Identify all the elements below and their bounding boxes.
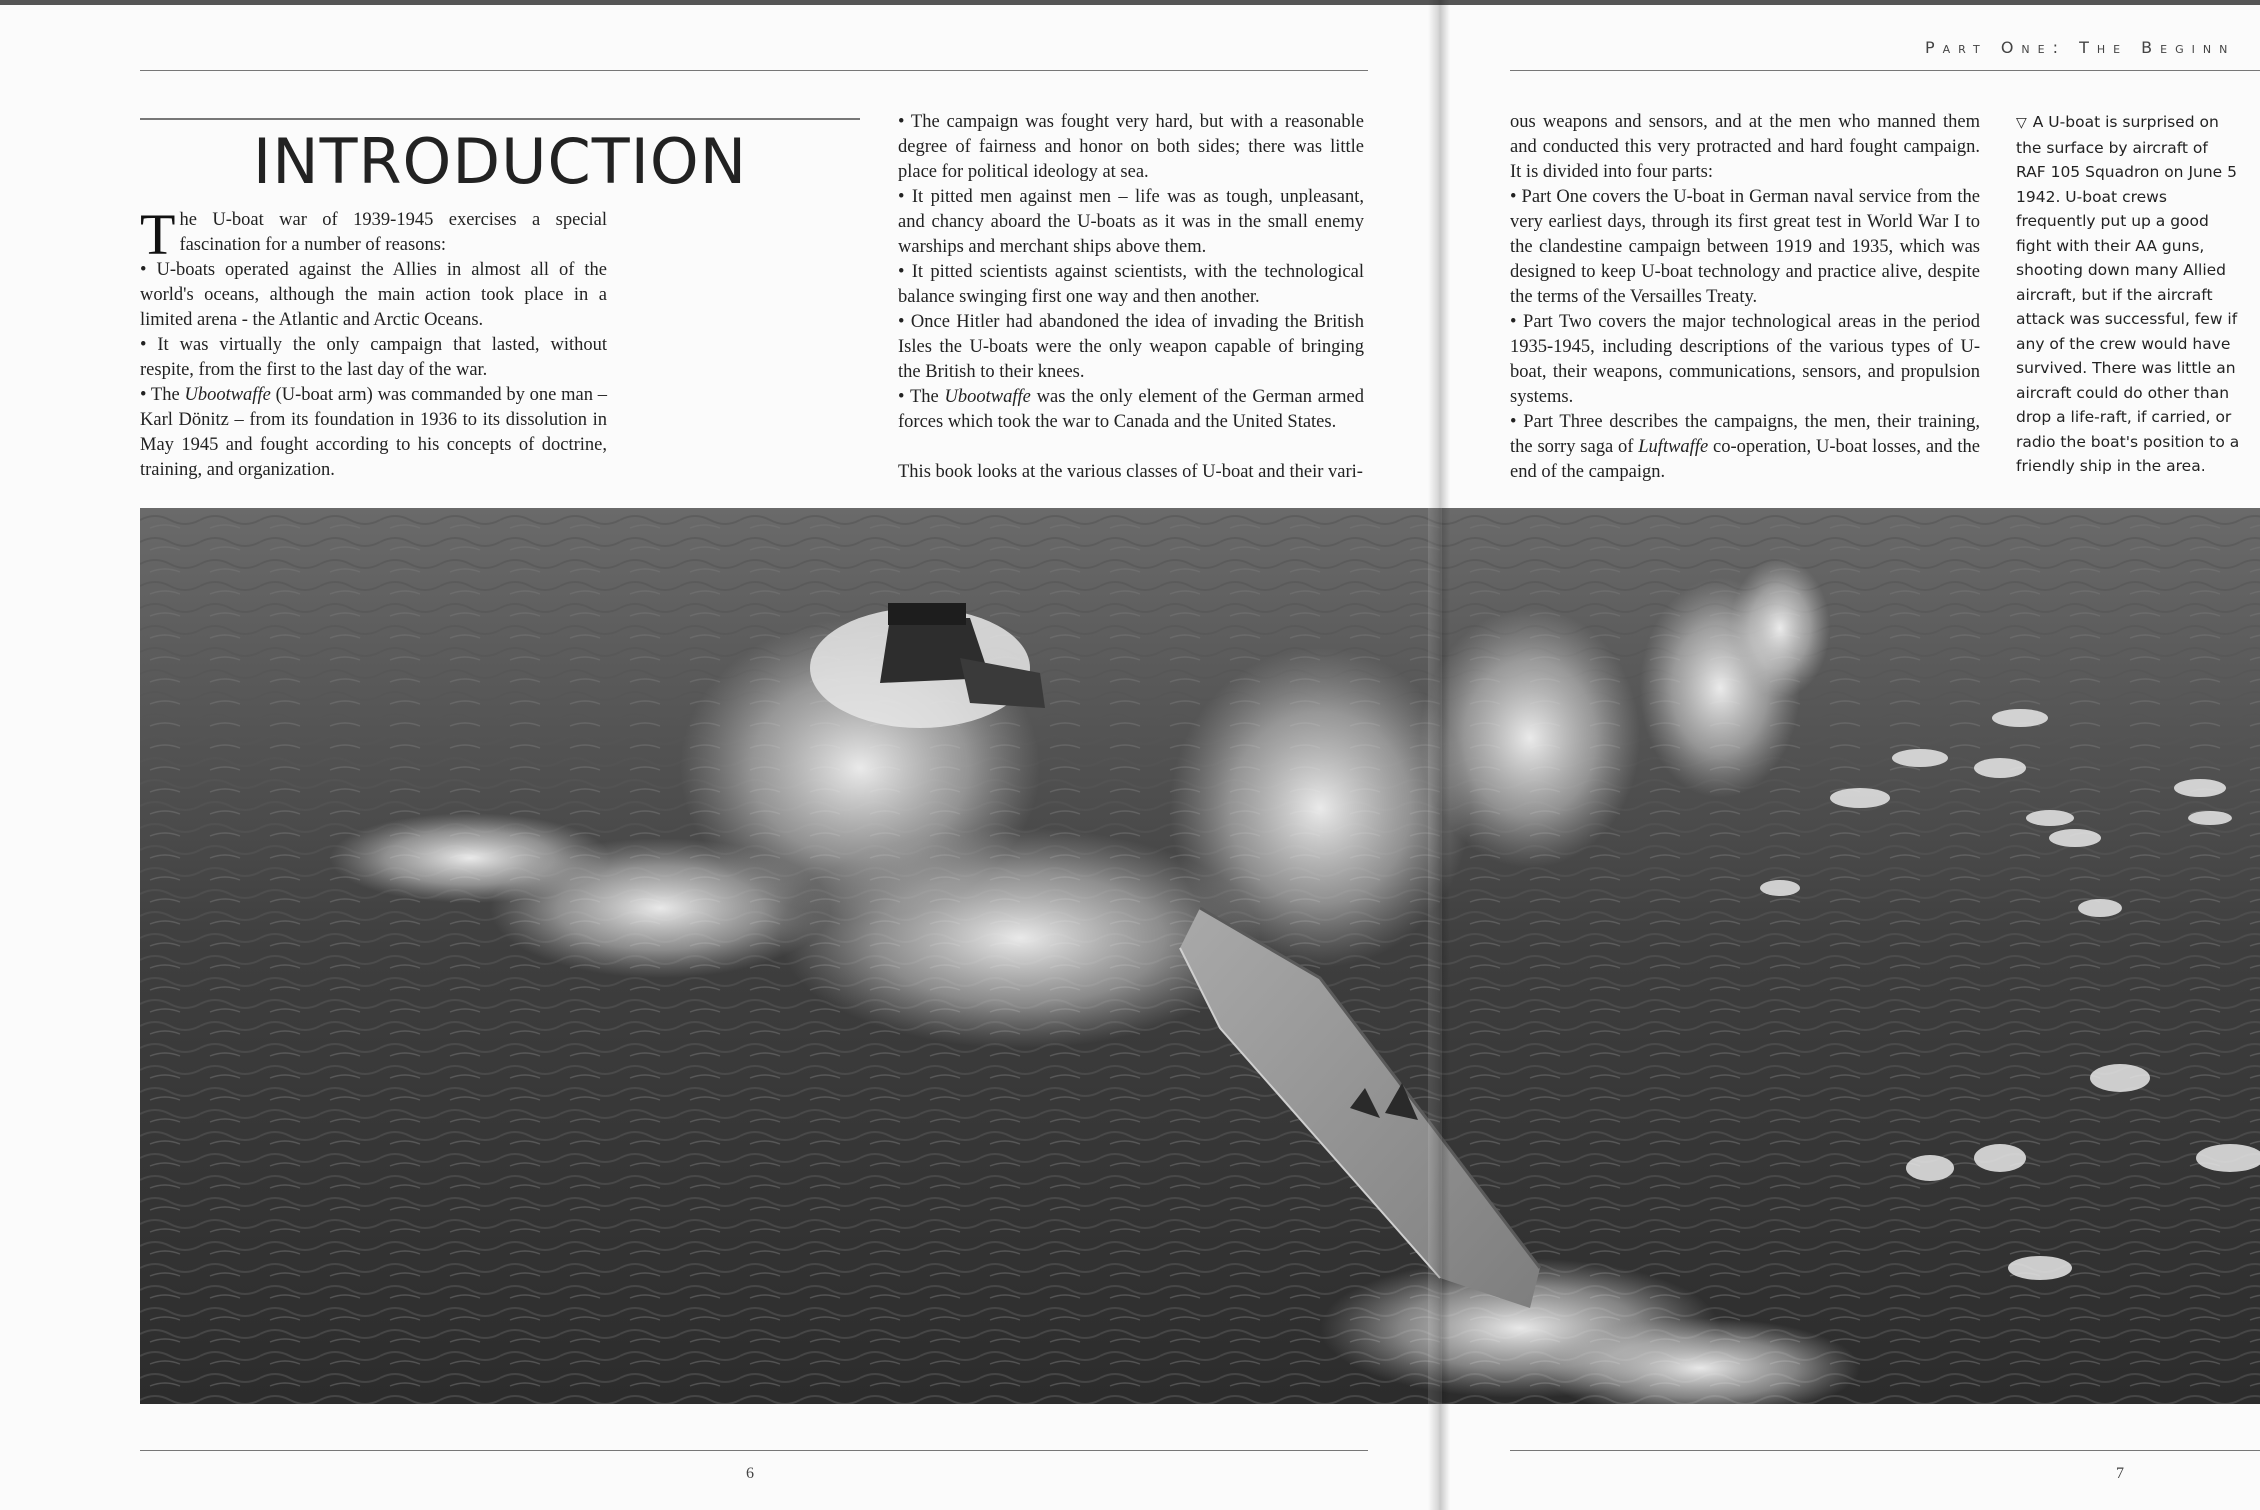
bullet-oceans: • U-boats operated against the Allies in almost all of the world's oceans, although the main action took place in a limited arena - the Atlantic and Arctic Oceans. <box>140 260 607 330</box>
header-rule-right <box>1510 70 2260 71</box>
bullet-ubootwaffe-command: • The Ubootwaffe (U-boat arm) was commanded by one man – Karl Dönitz – from its foundation in 1936 to its dissolution in May 1945 and fought according to his concepts of doctrine, training, and organization. <box>140 385 608 480</box>
footer-rule-left <box>140 1450 1368 1451</box>
parts-intro: ous weapons and sensors, and at the men who manned them and conducted this very protracted and hard fought campaign. It is divided into four parts: <box>1510 112 1980 182</box>
header-rule-left <box>140 70 1368 71</box>
bullet-hitler: • Once Hitler had abandoned the idea of invading the British Isles the U-boats were the only weapon capable of bringing the British to their knees. <box>898 312 1364 382</box>
photo-caption: ▽ A U-boat is surprised on the surface by aircraft of RAF 105 Squadron on June 5 1942. U-boat crews frequently put up a good fight with their AA guns, shooting down many Allied aircraft, but if the aircraft attack was successful, few if any of the crew would have survived. There was little an aircraft could do other than drop a life-raft, if carried, or radio the boat's position to a friendly ship in the area. <box>2016 113 2240 475</box>
part-three-summary: • Part Three describes the campaigns, the men, their training, the sorry saga of Luftwaffe co-operation, U-boat losses, and the end of the campaign. <box>1510 412 1980 482</box>
bullet-ubootwaffe-canada: • The Ubootwaffe was the only element of the German armed forces which took the war to Canada and the United States. <box>898 387 1364 432</box>
running-head: Part One: The Beginn <box>1925 38 2236 57</box>
text-column-1 <box>140 202 608 483</box>
photo-illustration <box>140 508 2260 1404</box>
intro-paragraph: The U-boat war of 1939-1945 exercises a special fascination for a number of reasons: <box>140 202 607 267</box>
bullet-fairness: • The campaign was fought very hard, but with a reasonable degree of fairness and honor on both sides; there was little place for political ideology at sea. <box>898 112 1364 182</box>
page-top-edge <box>0 0 2260 5</box>
bullet-campaign-length: • It was virtually the only campaign that lasted, without respite, from the first to the last day of the war. <box>140 335 607 380</box>
part-two-summary: • Part Two covers the major technological areas in the period 1935-1945, including descriptions of the various types of U-boat, their weapons, communications, sensors, and propulsion systems. <box>1510 312 1980 407</box>
title-rule <box>140 118 860 120</box>
footer-rule-right <box>1510 1450 2260 1451</box>
page-number-left: 6 <box>746 1465 754 1482</box>
part-one-summary: • Part One covers the U-boat in German naval service from the very earliest days, through its first great test in World War I to the clandestine campaign between 1919 and 1935, which was designed to keep U-boat technology and practice alive, despite the terms of the Versailles Treaty. <box>1510 187 1980 307</box>
photo-fold <box>1428 508 1442 1404</box>
text-column-3 <box>1510 110 1980 485</box>
caption-marker-icon: ▽ <box>2016 115 2027 131</box>
page-title: INTRODUCTION <box>252 125 748 198</box>
page-number-right: 7 <box>2116 1465 2124 1482</box>
bullet-men-vs-men: • It pitted men against men – life was as tough, unpleasant, and chancy aboard the U-boats as it was in the small enemy warships and merchant ships above them. <box>898 187 1364 257</box>
uboat-photograph <box>140 508 2260 1404</box>
closing-line: This book looks at the various classes of U-boat and their vari- <box>898 462 1363 482</box>
text-column-2 <box>898 110 1364 485</box>
drop-cap: T <box>140 202 176 267</box>
bullet-scientists: • It pitted scientists against scientists, with the technological balance swinging first one way and then another. <box>898 262 1364 307</box>
